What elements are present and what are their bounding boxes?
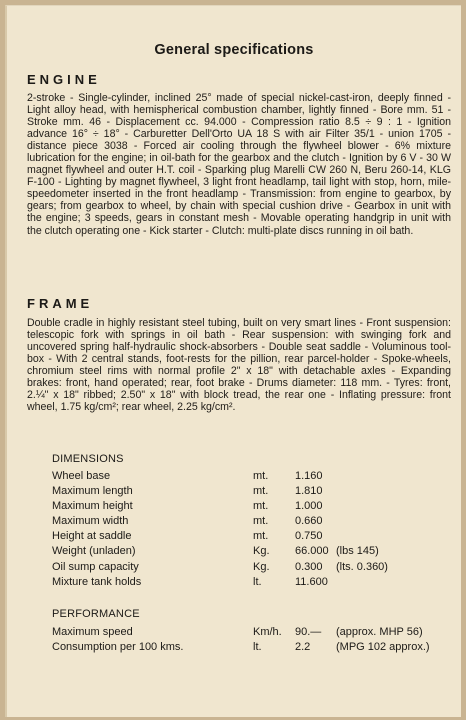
spec-unit: mt. [253, 530, 269, 543]
engine-text: 2-stroke - Single-cylinder, inclined 25° made of special nickel-cast-iron, deeply finned - Light alloy head, with hemispherical combustion chamber, lightly finned - Bore mm. 51 - Stroke mm. 46 - Displacement cc. 94.000 - Compression ratio 8.5 ÷ 9 : 1 - Ignition advance 16° ÷ 18° - Carburetter Dell'Orto UA 18 S with air Filter 35/1 - union 1705 - distance piece 3038 - Forced air cooling through the flywheel blower - 6% mixture lubrication for the engine; in oil-bath for the gearbox and the clutch - Ignition by 6 V - 30 W magnet flywheel and outer H.T. coil - Sparking plug Marelli CW 260 N, Beru 260-14, KLG F-100 - Lighting by magnet flywheel, 3 light front headlamp, tail light with stop, horn, mile-speedometer inserted in the front headlamp - Transmission: from engine to gearbox, by gears; from gearbox to wheel, by chain with special cushion drive - Gearbox in unit with the engine; 3 speeds, gears in constant mesh - Movable operating handgrip in unit with the clutch operating one - Kick starter - Clutch: multi-plate discs running in oil bath. [27, 92, 451, 237]
spec-note [332, 484, 388, 499]
spec-label: Mixture tank holds [52, 575, 142, 588]
spec-note [332, 469, 388, 484]
spec-row [52, 514, 388, 529]
spec-label: Weight (unladen) [52, 545, 136, 558]
spec-value: 2.2 [295, 641, 311, 654]
spec-unit: mt. [253, 485, 269, 498]
spec-label: Maximum speed [52, 626, 133, 638]
spec-note: (MPG 102 approx.) [336, 641, 430, 654]
spec-unit: Kg. [253, 545, 270, 558]
engine-heading: ENGINE [27, 72, 101, 87]
spec-value: 1.000 [295, 500, 323, 513]
spec-row [52, 575, 388, 590]
page-title: General specifications [154, 42, 314, 58]
spec-value: 1.810 [295, 485, 323, 498]
spec-unit: mt. [253, 500, 269, 513]
spec-label: Maximum length [52, 485, 133, 498]
spec-value: 1.160 [295, 470, 323, 482]
spec-label: Maximum width [52, 515, 129, 528]
spec-value: 66.000 [295, 545, 329, 558]
dimensions-table [52, 469, 388, 590]
spec-value: 0.660 [295, 515, 323, 528]
dimensions-heading: DIMENSIONS [52, 453, 124, 465]
spec-label: Wheel base [52, 470, 111, 482]
spec-unit: mt. [253, 515, 269, 528]
performance-heading: PERFORMANCE [52, 608, 140, 620]
spec-note [332, 575, 388, 590]
spec-value: 11.600 [295, 575, 328, 588]
spec-note [332, 529, 388, 544]
spec-row [52, 484, 388, 499]
spec-note [332, 499, 388, 514]
spec-label: Height at saddle [52, 530, 132, 543]
spec-label: Maximum height [52, 500, 133, 513]
spec-unit: Km/h. [253, 626, 282, 638]
spec-row [52, 560, 388, 575]
spec-row [52, 640, 430, 655]
spec-unit: lt. [253, 641, 262, 654]
spec-value: 90.— [295, 626, 322, 638]
spec-row [52, 499, 388, 514]
spec-note: (lts. 0.360) [336, 560, 388, 573]
spec-row [52, 544, 388, 559]
frame-heading: FRAME [27, 296, 94, 311]
spec-row [52, 529, 388, 544]
spec-note [332, 514, 388, 529]
spec-label: Oil sump capacity [52, 560, 139, 573]
spec-row [52, 469, 388, 484]
performance-table [52, 625, 430, 655]
spec-unit: Kg. [253, 560, 270, 573]
spec-note: (approx. MHP 56) [336, 626, 423, 638]
spec-row [52, 625, 430, 640]
spec-value: 0.300 [295, 560, 323, 573]
frame-text: Double cradle in highly resistant steel tubing, built on very smart lines - Front suspension: telescopic fork with springs in oil bath - Rear suspension: with swinging fork and uncovered spring half-hydraulic shock-absorbers - Double seat saddle - Voluminous tool-box - With 2 central stands, foot-rests for the pillion, rear parcel-holder - Spoke-wheels, chromium steel rims with normal profile 2" x 18" with detachable axles - Expanding brakes: front, hand operated; rear, foot brake - Drums diameter: 118 mm. - Tyres: front, 2.¼" x 18" ribbed; 2.50" x 18" with block tread, the rear one - Inflating pressure: front wheel, 1.75 kg/cm²; rear wheel, 2.25 kg/cm². [27, 317, 451, 414]
spec-unit: lt. [253, 575, 262, 588]
spec-label: Consumption per 100 kms. [52, 641, 184, 654]
spec-page [5, 5, 461, 717]
spec-value: 0.750 [295, 530, 323, 543]
spec-note: (lbs 145) [336, 545, 379, 558]
spec-unit: mt. [253, 470, 269, 482]
